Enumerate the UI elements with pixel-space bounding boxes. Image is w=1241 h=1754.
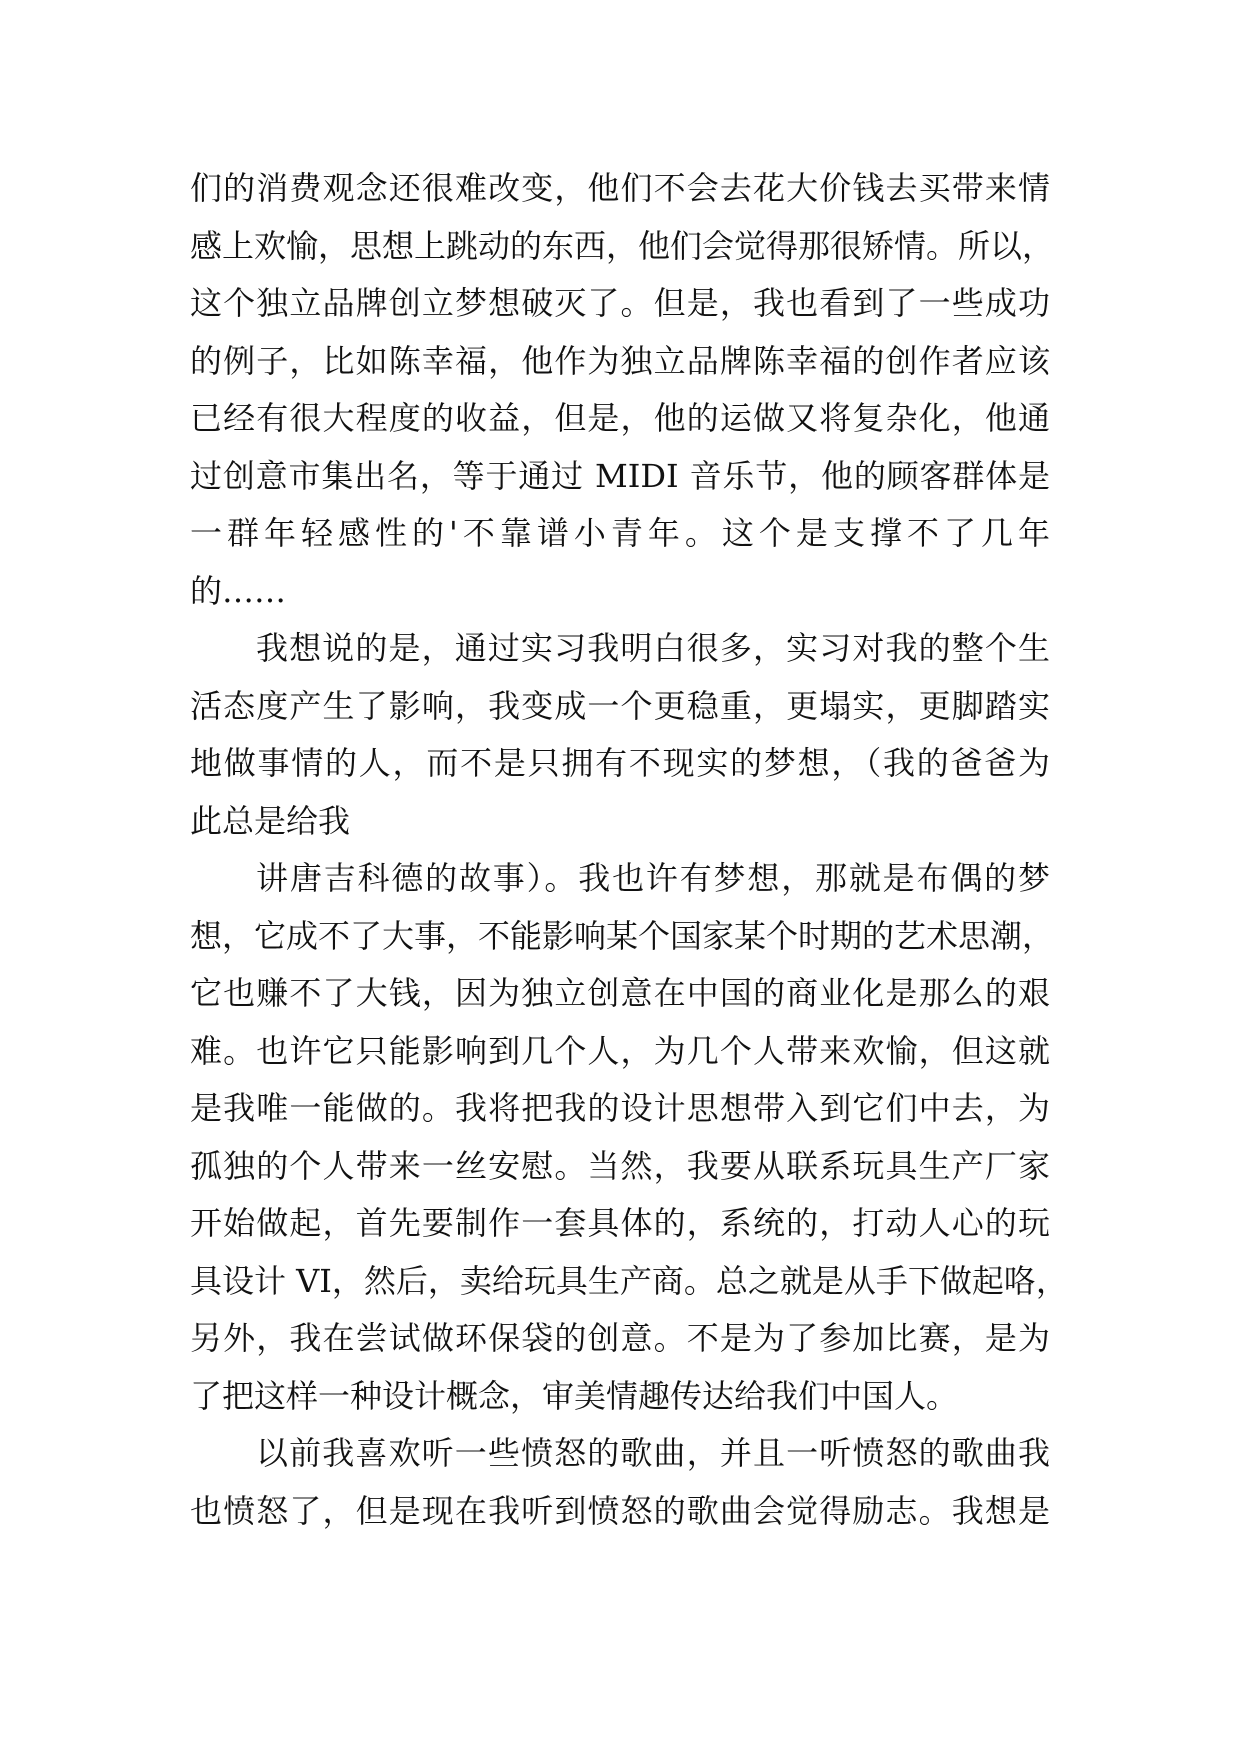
text-line: 它也赚不了大钱，因为独立创意在中国的商业化是那么的艰	[190, 974, 1050, 1012]
text-line: 们的消费观念还很难改变，他们不会去花大价钱去买带来情	[190, 169, 1050, 207]
text-line: 的例子，比如陈幸福，他作为独立品牌陈幸福的创作者应该	[190, 341, 1050, 380]
text-line: 开始做起，首先要制作一套具体的，系统的，打动人心的玩	[190, 1204, 1050, 1242]
text-line: 了把这样一种设计概念，审美情趣传达给我们中国人。	[190, 1376, 959, 1415]
text-line: 也愤怒了，但是现在我听到愤怒的歌曲会觉得励志。我想是	[190, 1491, 1050, 1530]
text-line: 是我唯一能做的。我将把我的设计思想带入到它们中去，为	[190, 1089, 1050, 1127]
text-line: 地做事情的人，而不是只拥有不现实的梦想，（我的爸爸为	[190, 744, 1050, 782]
text-line: 我想说的是，通过实习我明白很多，实习对我的整个生	[256, 629, 1050, 667]
text-line: 以前我喜欢听一些愤怒的歌曲，并且一听愤怒的歌曲我	[256, 1434, 1050, 1472]
text-line: 感上欢愉，思想上跳动的东西，他们会觉得那很矫情。所以，	[190, 226, 1055, 265]
text-line: 孤独的个人带来一丝安慰。当然，我要从联系玩具生产厂家	[190, 1146, 1050, 1185]
text-line: 一群年轻感性的'不靠谱小青年。这个是支撑不了几年	[190, 514, 1050, 552]
document-body	[190, 160, 1068, 1540]
text-line: 的……	[190, 571, 287, 610]
text-line: 难。也许它只能影响到几个人，为几个人带来欢愉，但这就	[190, 1031, 1050, 1070]
text-line: 已经有很大程度的收益，但是，他的运做又将复杂化，他通	[190, 399, 1050, 437]
text-line: 活态度产生了影响，我变成一个更稳重，更塌实，更脚踏实	[190, 686, 1050, 725]
text-line: 这个独立品牌创立梦想破灭了。但是，我也看到了一些成功	[190, 284, 1050, 322]
text-line: 另外，我在尝试做环保袋的创意。不是为了参加比赛，是为	[190, 1319, 1050, 1357]
text-line: 想，它成不了大事，不能影响某个国家某个时期的艺术思潮，	[190, 916, 1055, 955]
text-line: 讲唐吉科德的故事）。我也许有梦想，那就是布偶的梦	[256, 859, 1050, 897]
text-line: 具设计 VI，然后，卖给玩具生产商。总之就是从手下做起咯，	[190, 1261, 1068, 1300]
text-line: 此总是给我	[190, 801, 351, 840]
text-line: 过创意市集出名，等于通过 MIDI 音乐节，他的顾客群体是	[190, 456, 1050, 495]
